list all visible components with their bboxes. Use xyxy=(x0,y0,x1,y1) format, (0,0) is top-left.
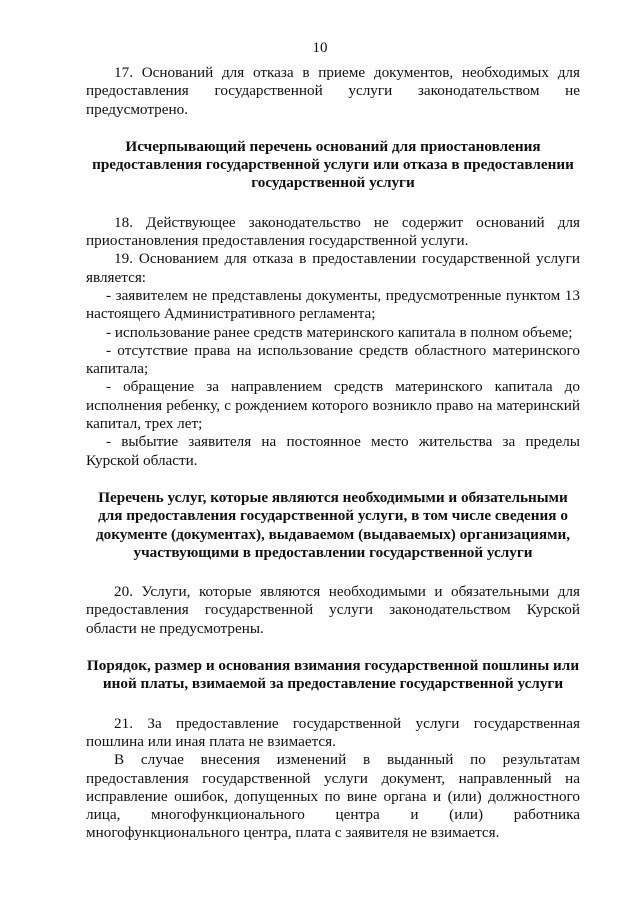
page-number: 10 xyxy=(312,40,328,56)
paragraph-21-b: В случае внесения изменений в выданный по результатам предоставления государственной услуги документ, направленный на исправление ошибок, допущенных по вине органа и (или) должностного лица, многофункционального центра и (или) работника многофункционального центра, плата с заявителя не взимается. xyxy=(86,751,580,842)
paragraph-21: 21. За предоставление государственной услуги государственная пошлина или иная плата не взимается. xyxy=(86,714,580,750)
section-heading-grounds-for-suspension: Исчерпывающий перечень оснований для приостановления предоставления государственной услуги или отказа в предоставлении государственной услуги xyxy=(92,137,574,192)
section-heading-state-fee: Порядок, размер и основания взимания государственной пошлины или иной платы, взимаемой за предоставление государственной услуги xyxy=(86,657,580,693)
list-item-19-2: - использование ранее средств материнского капитала в полном объеме; xyxy=(106,323,573,341)
paragraph-17: 17. Оснований для отказа в приеме документов, необходимых для предоставления государственной услуги законодательством не предусмотрено. xyxy=(86,64,580,118)
section-heading-required-services: Перечень услуг, которые являются необходимыми и обязательными для предоставления государственной услуги, в том числе сведения о документе (документах), выдаваемом (выдаваемых) организациями, участвующими в предоставлении государственной услуги xyxy=(95,488,570,561)
paragraph-18: 18. Действующее законодательство не содержит оснований для приостановления предоставления государственной услуги. xyxy=(86,213,580,250)
paragraph-20: 20. Услуги, которые являются необходимыми и обязательными для предоставления государственной услуги законодательством Курской области не предусмотрены. xyxy=(86,583,580,637)
list-item-19-3: - отсутствие права на использование средств областного материнского капитала; xyxy=(86,341,580,378)
list-item-19-4: - обращение за направлением средств материнского капитала до исполнения ребенку, с рождением которого возникло право на материнский капитал, трех лет; xyxy=(86,378,580,433)
list-item-19-1: - заявителем не представлены документы, предусмотренные пунктом 13 настоящего Административного регламента; xyxy=(86,286,580,323)
document-body xyxy=(86,64,580,843)
paragraph-19: 19. Основанием для отказа в предоставлении государственной услуги является: xyxy=(86,250,580,286)
list-item-19-5: - выбытие заявителя на постоянное место жительства за пределы Курской области. xyxy=(86,433,580,469)
